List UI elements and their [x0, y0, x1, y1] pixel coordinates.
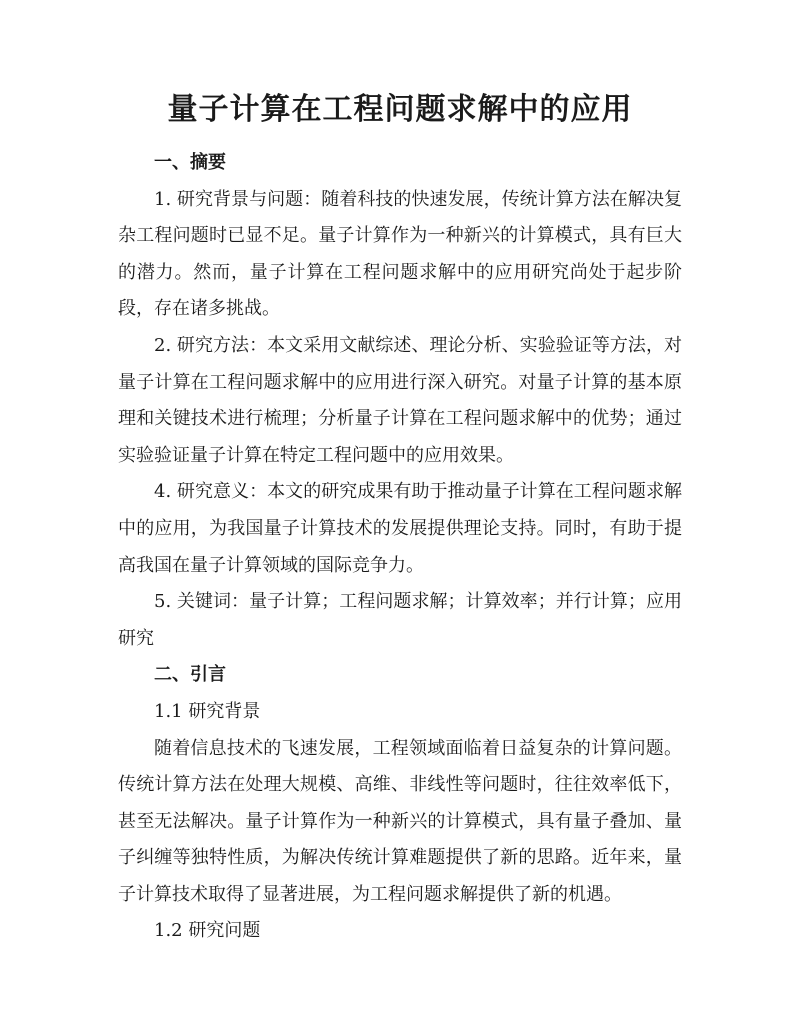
abstract-item-keywords: 5. 关键词：量子计算；工程问题求解；计算效率；并行计算；应用研究 [118, 591, 682, 649]
document-body [118, 145, 682, 950]
section-heading-abstract: 一、摘要 [154, 152, 226, 173]
subsection-heading-background: 1.1 研究背景 [154, 700, 261, 722]
abstract-item-methods: 2. 研究方法：本文采用文献综述、理论分析、实验验证等方法，对量子计算在工程问题求解中的应用进行深入研究。对量子计算的基本原理和关键技术进行梳理；分析量子计算在工程问题求解中的优势；通过实验验证量子计算在特定工程问题中的应用效果。 [118, 334, 682, 466]
background-paragraph: 随着信息技术的飞速发展，工程领域面临着日益复杂的计算问题。传统计算方法在处理大规模、高维、非线性等问题时，往往效率低下，甚至无法解决。量子计算作为一种新兴的计算模式，具有量子叠加、量子纠缠等独特性质，为解决传统计算难题提供了新的思路。近年来，量子计算技术取得了显著进展，为工程问题求解提供了新的机遇。 [118, 737, 682, 905]
abstract-item-significance: 4. 研究意义：本文的研究成果有助于推动量子计算在工程问题求解中的应用，为我国量子计算技术的发展提供理论支持。同时，有助于提高我国在量子计算领域的国际竞争力。 [118, 481, 682, 576]
abstract-item-background: 1. 研究背景与问题：随着科技的快速发展，传统计算方法在解决复杂工程问题时已显不足。量子计算作为一种新兴的计算模式，具有巨大的潜力。然而，量子计算在工程问题求解中的应用研究尚处于起步阶段，存在诸多挑战。 [118, 188, 682, 320]
section-heading-introduction: 二、引言 [154, 664, 226, 686]
subsection-heading-problem: 1.2 研究问题 [154, 920, 261, 942]
document-title: 量子计算在工程问题求解中的应用 [167, 92, 633, 127]
